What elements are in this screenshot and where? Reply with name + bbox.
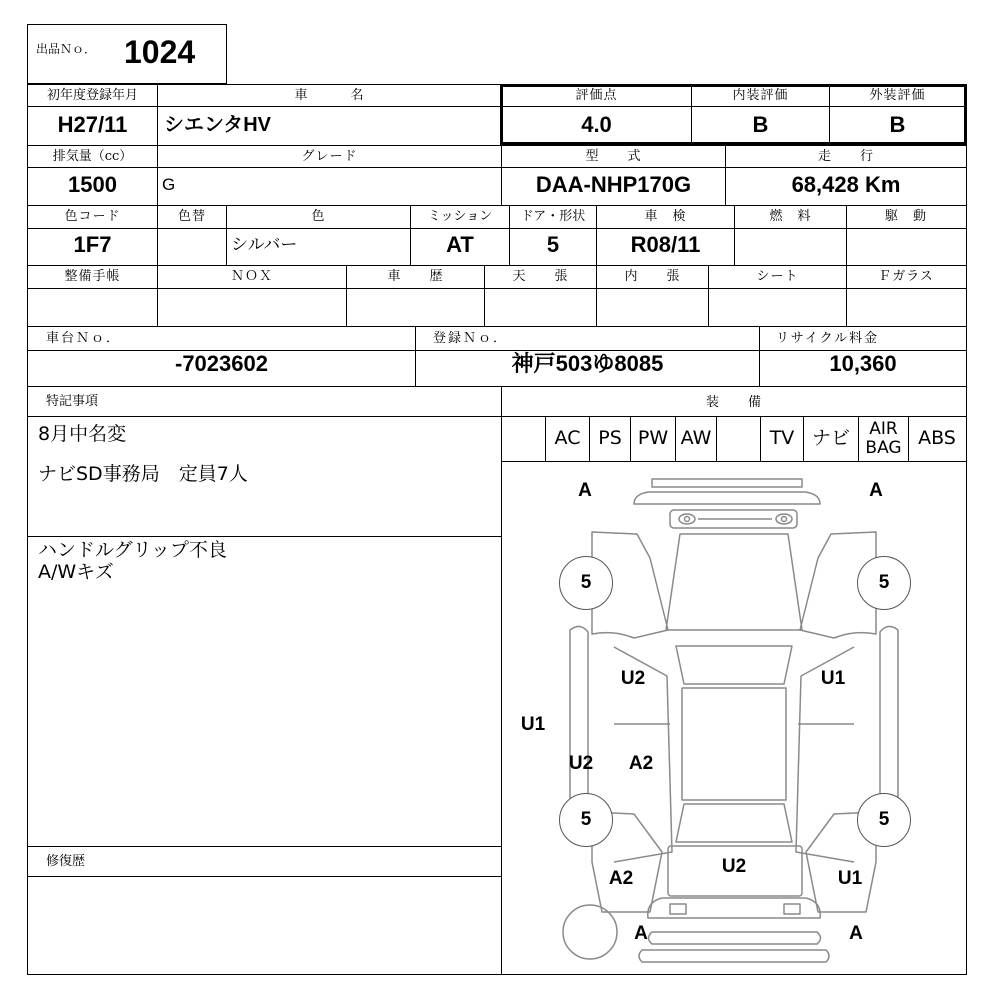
equipment-item-airbag-line1: AIR [869,419,898,439]
damage-door-left: U2 [568,753,594,774]
equipment-label: 装 備 [705,395,762,410]
damage-pillar-right: U1 [820,668,846,689]
rear-bumper-outline [648,898,820,918]
mission-label: ミッション [427,209,493,224]
damage-rear-left: A2 [608,868,634,889]
roof-lining-label: 天 張 [512,269,569,284]
spare-tire-outline [563,905,617,959]
notes-label: 特記事項 [46,394,99,409]
recycle-fee-label: リサイクル料金 [776,331,880,346]
interior-trim-label: 内 張 [624,269,681,284]
grade-label: グレード [301,149,358,164]
note-line-2: ナビSD事務局 定員7人 [38,463,248,485]
damage-rear-right: U1 [837,868,863,889]
grade-value: G [162,175,176,194]
equipment-item-tv: TV [769,427,795,449]
seat-label: シート [756,269,799,284]
color-code-value: 1F7 [73,232,112,257]
note-line-4: A/Wキズ [38,561,114,583]
rear-window-outline [676,804,792,842]
mileage-value: 68,428 Km [791,172,901,197]
damage-tail-right: A [849,923,863,944]
exterior-rating-label: 外装評価 [869,88,926,103]
displacement-value: 1500 [68,172,117,197]
equipment-item-navi: ナビ [811,427,850,449]
equipment-item-ps: PS [598,427,622,449]
score-label: 評価点 [575,88,618,103]
displacement-label: 排気量（cc） [52,149,133,164]
color-code-label: 色コード [64,209,121,224]
wheel-rear-right: 5 [857,793,911,847]
lot-number-value: 1024 [124,34,196,70]
inspection-label: 車 検 [644,209,687,224]
door-shape-value: 5 [546,232,560,257]
equipment-item-aw: AW [680,427,712,449]
score-value: 4.0 [581,112,612,137]
hood-outline [666,534,802,630]
fuel-label: 燃 料 [769,209,812,224]
chassis-no-label: 車台Ｎｏ． [46,331,122,346]
damage-floor-left: A2 [628,753,654,774]
roof-outline [682,688,786,800]
car-history-label: 車 歴 [387,269,444,284]
mileage-label: 走 行 [817,149,874,164]
equipment-item-pw: PW [637,427,669,449]
wheel-front-right: 5 [857,556,911,610]
damage-front-left: A [578,480,592,501]
service-book-label: 整備手帳 [64,269,121,284]
wheel-rear-left: 5 [559,793,613,847]
model-label: 型 式 [585,149,642,164]
repair-history-label: 修復歴 [46,854,86,869]
inspection-value: R08/11 [630,232,701,257]
note-line-3: ハンドルグリップ不良 [38,539,227,561]
mission-value: AT [446,232,474,257]
exterior-rating-value: B [889,112,906,137]
note-line-1: 8月中名変 [38,423,127,445]
equipment-item-abs: ABS [918,427,956,449]
color-label: 色 [311,209,326,224]
vehicle-diagram [502,462,966,974]
front-glass-label: Ｆガラス [878,269,934,284]
damage-front-right: A [869,480,883,501]
equipment-item-airbag-line2: BAG [865,438,902,458]
damage-pillar-left: U2 [620,668,646,689]
car-name-label: 車 名 [294,88,365,103]
windshield-outline [676,646,792,684]
chassis-no-value: -7023602 [175,351,268,376]
registration-no-value: 神戸503ゆ8085 [511,351,664,376]
equipment-item-ac: AC [554,427,581,449]
damage-tail-left: A [634,923,648,944]
first-registration-label: 初年度登録年月 [46,88,138,103]
drive-label: 駆 動 [884,209,927,224]
color-change-label: 色替 [177,209,206,224]
front-bumper-outline [652,479,802,487]
interior-rating-value: B [752,112,769,137]
lot-number-label: 出品Ｎｏ． [36,42,97,56]
damage-side-left: U1 [520,714,546,735]
car-name-value: シエンタHV [164,114,271,136]
door-shape-label: ドア・形状 [520,209,586,224]
recycle-fee-value: 10,360 [829,351,897,376]
wheel-front-left: 5 [559,556,613,610]
first-registration-value: H27/11 [57,112,128,137]
nox-label: ＮＯＸ [230,269,273,284]
damage-rear-center: U2 [721,856,747,877]
color-value: シルバー [231,235,298,254]
interior-rating-label: 内装評価 [732,88,789,103]
model-value: DAA-NHP170G [535,172,692,197]
registration-no-label: 登録Ｎｏ． [433,331,509,346]
